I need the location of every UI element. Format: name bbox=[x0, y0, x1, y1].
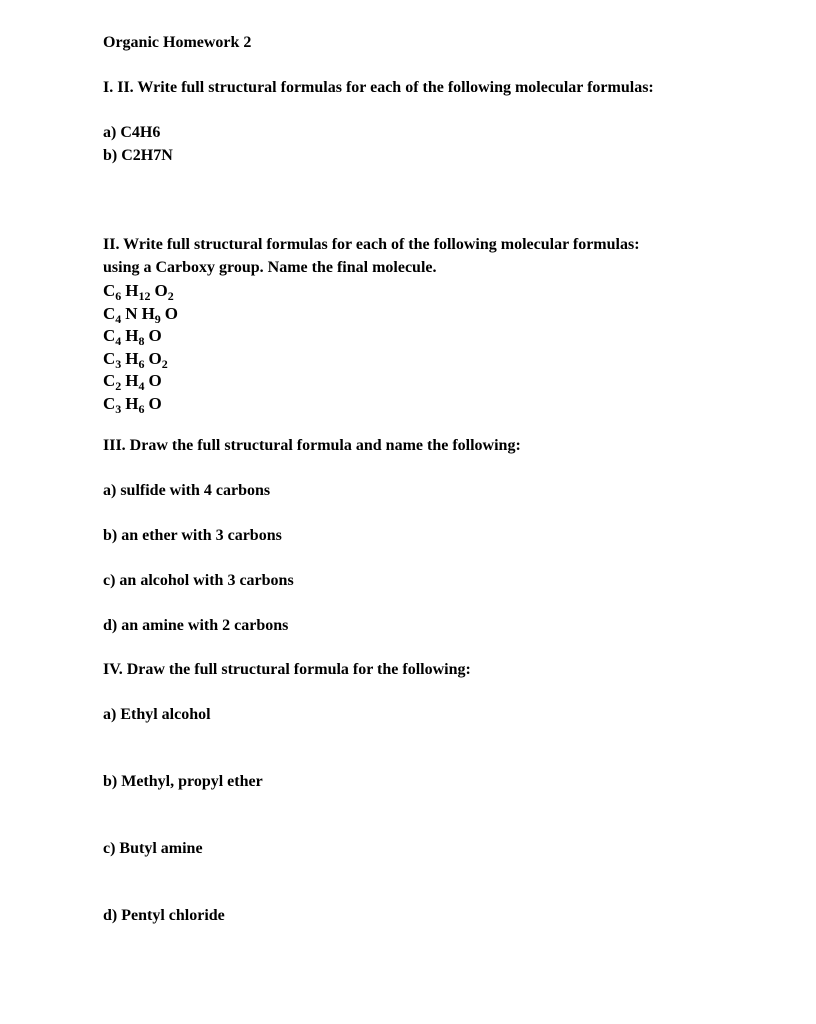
section-4-item-a: a) Ethyl alcohol bbox=[103, 706, 211, 723]
formula-subscript: 8 bbox=[138, 334, 145, 348]
formula-subscript: 6 bbox=[115, 289, 122, 303]
molecular-formula bbox=[103, 280, 174, 302]
document-title: Organic Homework 2 bbox=[103, 34, 252, 51]
formula-subscript: 6 bbox=[138, 356, 145, 371]
section-2-subheading: using a Carboxy group. Name the final molecule. bbox=[103, 259, 437, 276]
molecular-formula bbox=[103, 370, 162, 392]
formula-element: H bbox=[125, 371, 139, 390]
formula-element: C bbox=[103, 393, 116, 413]
formula-subscript: 2 bbox=[115, 379, 122, 393]
formula-subscript: 4 bbox=[138, 379, 145, 393]
formula-subscript: 4 bbox=[115, 311, 122, 326]
formula-element: O bbox=[154, 281, 168, 300]
molecular-formula bbox=[103, 348, 168, 370]
formula-subscript: 4 bbox=[115, 334, 122, 348]
formula-element: H bbox=[125, 348, 139, 368]
section-1-item-b: b) C2H7N bbox=[103, 147, 173, 164]
formula-subscript: 2 bbox=[167, 289, 174, 303]
formula-element: C bbox=[103, 371, 116, 390]
section-4-item-c: c) Butyl amine bbox=[103, 840, 203, 857]
formula-element: C bbox=[103, 281, 116, 300]
section-2-heading: II. Write full structural formulas for each of the following molecular formulas: bbox=[103, 236, 640, 253]
formula-subscript: 6 bbox=[138, 401, 145, 416]
formula-subscript: 2 bbox=[161, 356, 168, 371]
formula-element: O bbox=[164, 303, 179, 323]
formula-element: C bbox=[103, 348, 116, 368]
formula-element: C bbox=[103, 303, 116, 323]
formula-element: O bbox=[148, 393, 162, 413]
formula-element: O bbox=[148, 348, 162, 368]
formula-element: O bbox=[148, 371, 162, 390]
formula-subscript: 9 bbox=[154, 311, 161, 326]
molecular-formula bbox=[103, 303, 178, 325]
section-1-heading: I. II. Write full structural formulas for each of the following molecular formulas: bbox=[103, 79, 654, 96]
formula-subscript: 3 bbox=[115, 356, 122, 371]
formula-element: H bbox=[141, 303, 155, 323]
formula-subscript: 3 bbox=[115, 401, 122, 416]
section-3-item-d: d) an amine with 2 carbons bbox=[103, 617, 289, 634]
formula-element: H bbox=[125, 326, 139, 345]
molecular-formula bbox=[103, 393, 162, 415]
formula-element: H bbox=[125, 393, 139, 413]
section-3-item-c: c) an alcohol with 3 carbons bbox=[103, 572, 294, 589]
section-3-item-b: b) an ether with 3 carbons bbox=[103, 527, 282, 544]
formula-element: O bbox=[148, 326, 162, 345]
section-1-item-a: a) C4H6 bbox=[103, 124, 161, 141]
section-3-item-a: a) sulfide with 4 carbons bbox=[103, 482, 271, 499]
formula-element: N bbox=[125, 303, 138, 323]
section-3-heading: III. Draw the full structural formula and name the following: bbox=[103, 437, 521, 454]
formula-element: H bbox=[125, 281, 139, 300]
section-4-item-b: b) Methyl, propyl ether bbox=[103, 773, 263, 790]
section-4-heading: IV. Draw the full structural formula for the following: bbox=[103, 661, 471, 678]
formula-element: C bbox=[103, 326, 116, 345]
formula-subscript: 12 bbox=[138, 289, 151, 303]
molecular-formula bbox=[103, 325, 162, 347]
section-4-item-d: d) Pentyl chloride bbox=[103, 907, 225, 924]
